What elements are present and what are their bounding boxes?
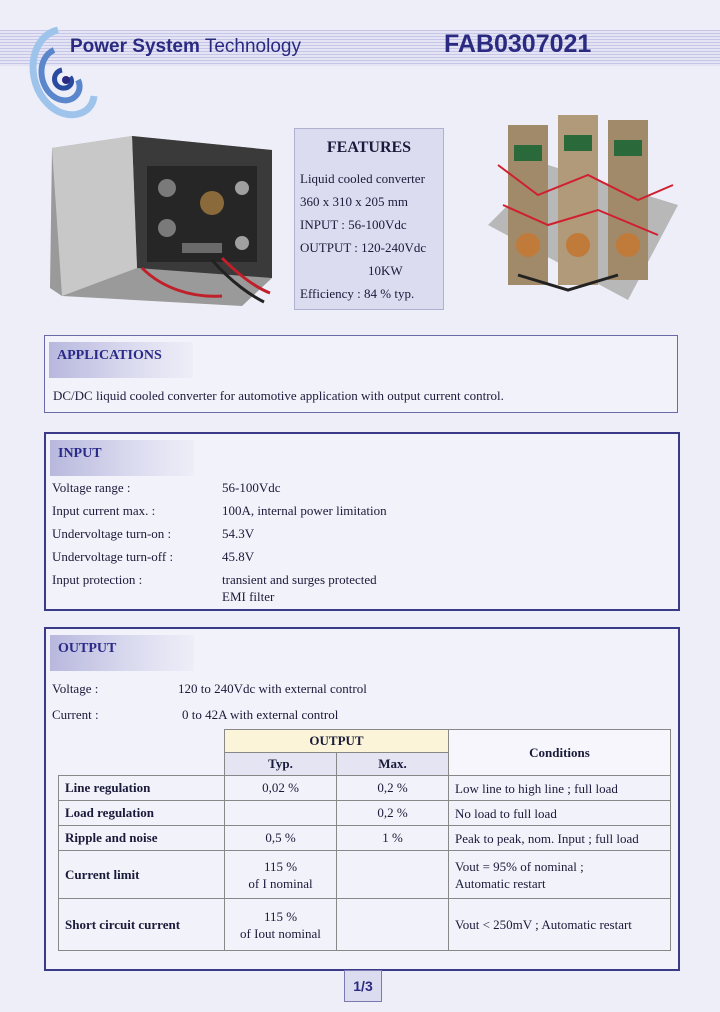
param-label: Current limit: [59, 851, 225, 899]
conditions-header: Conditions: [449, 730, 671, 776]
max-value: [337, 851, 449, 899]
output-spec-table: [58, 729, 671, 951]
condition-value-line1: Vout = 95% of nominal ;: [455, 858, 584, 874]
product-photo-internals: [478, 105, 683, 310]
feature-line: 360 x 310 x 205 mm: [300, 194, 408, 209]
output-panel: [44, 627, 680, 971]
input-value: 54.3V: [222, 526, 255, 541]
input-label: Voltage range :: [52, 480, 131, 495]
table-row: [59, 826, 671, 851]
table-row: [59, 776, 671, 801]
input-label: Input protection :: [52, 572, 143, 587]
table-row: [59, 899, 671, 951]
typ-header: Typ.: [225, 753, 337, 776]
input-value: transient and surges protected: [222, 572, 377, 587]
typ-value: [225, 801, 337, 826]
output-voltage-value: 120 to 240Vdc with external control: [178, 681, 367, 696]
param-label: Line regulation: [59, 776, 225, 801]
brand-name: [70, 36, 301, 58]
input-label: Input current max. :: [52, 503, 156, 518]
feature-line: Efficiency : 84 % typ.: [300, 286, 415, 301]
input-value: 100A, internal power limitation: [222, 503, 387, 518]
condition-value: Low line to high line ; full load: [449, 776, 671, 801]
product-photo-enclosure: [42, 128, 282, 310]
features-box: [294, 128, 444, 310]
feature-line: OUTPUT : 120-240Vdc: [300, 240, 427, 255]
feature-line: INPUT : 56-100Vdc: [300, 217, 407, 232]
brand-name-bold: Power System: [70, 36, 200, 57]
input-value: EMI filter: [222, 589, 275, 604]
input-value: 45.8V: [222, 549, 255, 564]
param-label: Ripple and noise: [59, 826, 225, 851]
page-number: 1/3: [344, 970, 382, 1002]
applications-panel: [44, 335, 678, 413]
input-title: INPUT: [50, 440, 194, 476]
condition-value: Vout < 250mV ; Automatic restart: [449, 899, 671, 951]
typ-value-line2: of Iout nominal: [240, 925, 321, 941]
output-current-label: Current :: [52, 707, 99, 722]
feature-line: Liquid cooled converter: [300, 171, 425, 186]
param-label: Load regulation: [59, 801, 225, 826]
input-value: 56-100Vdc: [222, 480, 281, 495]
output-title: OUTPUT: [50, 635, 194, 671]
max-value: 0,2 %: [337, 801, 449, 826]
condition-value: No load to full load: [449, 801, 671, 826]
typ-value: [225, 899, 337, 951]
input-label: Undervoltage turn-off :: [52, 549, 174, 564]
condition-value-line2: Automatic restart: [455, 875, 546, 891]
max-value: 0,2 %: [337, 776, 449, 801]
table-row: [59, 801, 671, 826]
output-group-header: OUTPUT: [225, 730, 449, 753]
max-header: Max.: [337, 753, 449, 776]
typ-value-line2: of I nominal: [248, 875, 313, 891]
typ-value: 0,5 %: [225, 826, 337, 851]
param-label: Short circuit current: [59, 899, 225, 951]
typ-value-line1: 115 %: [263, 858, 298, 874]
max-value: 1 %: [337, 826, 449, 851]
feature-line: 10KW: [368, 263, 403, 278]
max-value: [337, 899, 449, 951]
document-reference: FAB0307021: [444, 30, 592, 58]
typ-value-line1: 115 %: [263, 908, 298, 924]
features-title: FEATURES: [326, 139, 412, 156]
brand-name-light: Technology: [204, 36, 301, 57]
table-row: [59, 851, 671, 899]
input-label: Undervoltage turn-on :: [52, 526, 172, 541]
typ-value: 0,02 %: [225, 776, 337, 801]
applications-title: APPLICATIONS: [49, 342, 193, 378]
input-panel: [44, 432, 680, 611]
applications-text: DC/DC liquid cooled converter for automotive application with output current control.: [53, 388, 504, 403]
output-current-value: 0 to 42A with external control: [182, 707, 339, 722]
condition-value: Peak to peak, nom. Input ; full load: [449, 826, 671, 851]
condition-value: [449, 851, 671, 899]
typ-value: [225, 851, 337, 899]
output-voltage-label: Voltage :: [52, 681, 99, 696]
